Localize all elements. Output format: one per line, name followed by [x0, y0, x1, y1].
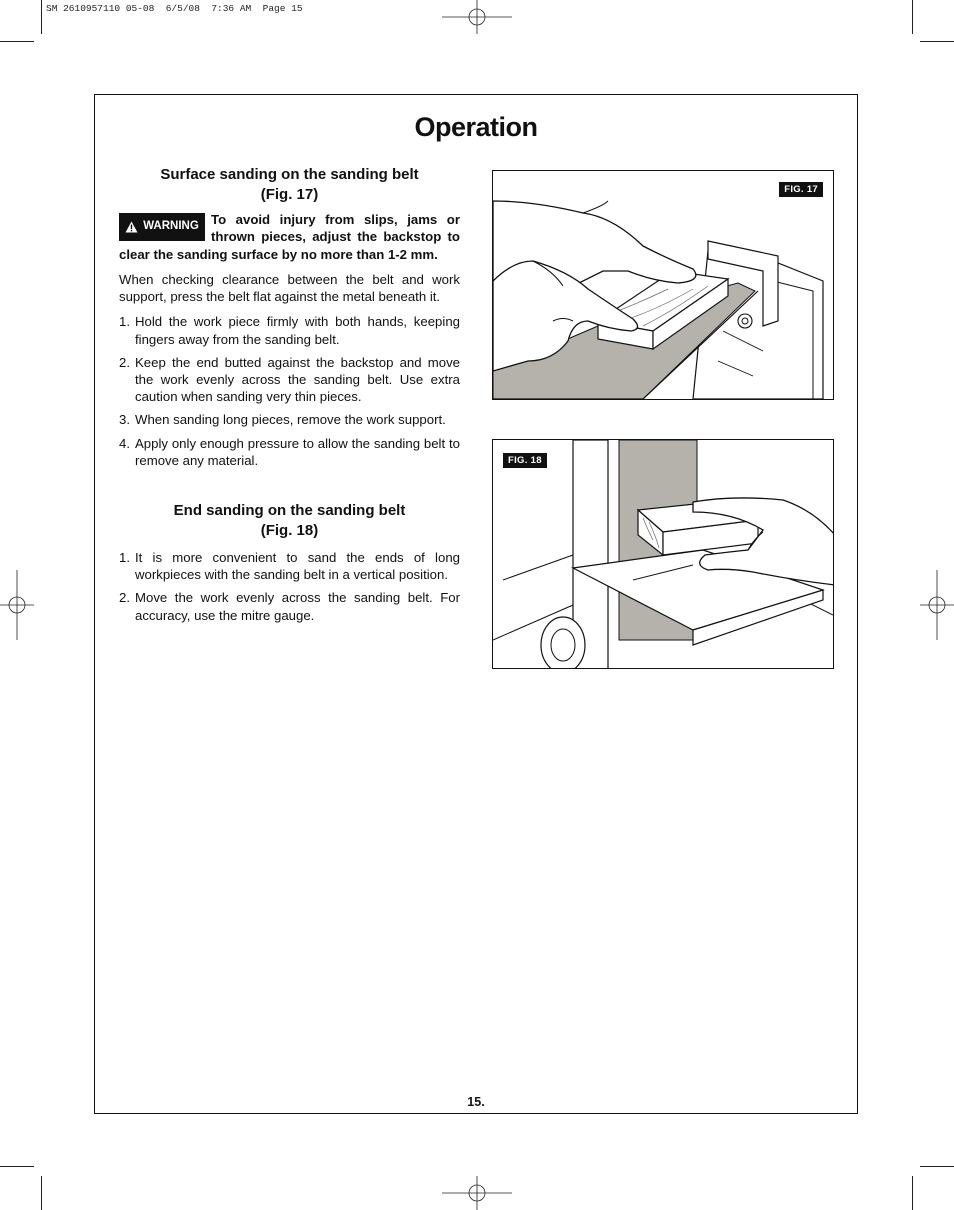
warning-text: To avoid injury from slips, jams or thrown pieces, adjust the backstop to clear the sanding surface by no more than 1-2 mm.: [119, 212, 460, 262]
list-number: 2.: [119, 354, 130, 370]
registration-mark-icon: [0, 570, 34, 640]
surface-sanding-illustration: [493, 171, 834, 400]
list-item: [119, 354, 460, 406]
list-text: It is more convenient to sand the ends of long workpieces with the sanding belt in a vertical position.: [135, 549, 460, 583]
figure-label: FIG. 17: [779, 182, 823, 197]
list-text: Keep the end butted against the backstop and move the work evenly across the sanding belt. Use extra caution when sanding very thin pieces.: [135, 354, 460, 405]
list-number: 3.: [119, 412, 130, 428]
printer-slug: SM 2610957110 05-08 6/5/08 7:36 AM Page 15: [46, 3, 303, 14]
crop-mark: [0, 41, 34, 42]
list-item: [119, 313, 460, 347]
list-number: 1.: [119, 549, 130, 565]
heading-line: (Fig. 17): [260, 186, 319, 203]
registration-mark-icon: [442, 0, 512, 34]
list-item: [119, 589, 460, 623]
section-heading-surface-sanding: [119, 165, 460, 205]
warning-block: [119, 211, 460, 263]
list-item: [119, 435, 460, 469]
crop-mark: [41, 0, 42, 34]
crop-mark: [0, 1166, 34, 1167]
figure-label: FIG. 18: [503, 453, 547, 468]
list-text: Move the work evenly across the sanding belt. For accuracy, use the mitre gauge.: [135, 590, 460, 623]
crop-mark: [920, 1166, 954, 1167]
registration-mark-icon: [442, 1176, 512, 1210]
list-text: Hold the work piece firmly with both hands, keeping fingers away from the sanding belt.: [135, 314, 460, 347]
end-sanding-steps: [119, 549, 460, 624]
warning-badge: [119, 213, 205, 241]
list-item: [119, 411, 460, 428]
list-number: 1.: [119, 314, 130, 330]
section-heading-end-sanding: [119, 501, 460, 541]
figure-17: [492, 170, 834, 400]
crop-mark: [912, 0, 913, 34]
text-column: [119, 165, 460, 630]
clearance-paragraph: When checking clearance between the belt and work support, press the belt flat against the metal beneath it.: [119, 271, 460, 305]
crop-mark: [912, 1176, 913, 1210]
page-title: Operation: [414, 112, 538, 142]
list-item: [119, 549, 460, 583]
warning-label: WARNING: [143, 220, 199, 233]
list-number: 2.: [119, 590, 130, 606]
heading-line: (Fig. 18): [260, 521, 319, 539]
page-number: 15.: [467, 1095, 485, 1109]
crop-mark: [920, 41, 954, 42]
figure-18: [492, 439, 834, 669]
registration-mark-icon: [920, 570, 954, 640]
surface-sanding-steps: [119, 313, 460, 469]
list-number: 4.: [119, 435, 130, 451]
heading-line: Surface sanding on the sanding belt: [160, 166, 419, 183]
heading-line: End sanding on the sanding belt: [173, 501, 406, 519]
list-text: Apply only enough pressure to allow the sanding belt to remove any material.: [135, 435, 460, 468]
crop-mark: [41, 1176, 42, 1210]
end-sanding-illustration: [493, 440, 834, 669]
warning-triangle-icon: [125, 221, 138, 233]
list-text: When sanding long pieces, remove the work support.: [135, 412, 446, 428]
